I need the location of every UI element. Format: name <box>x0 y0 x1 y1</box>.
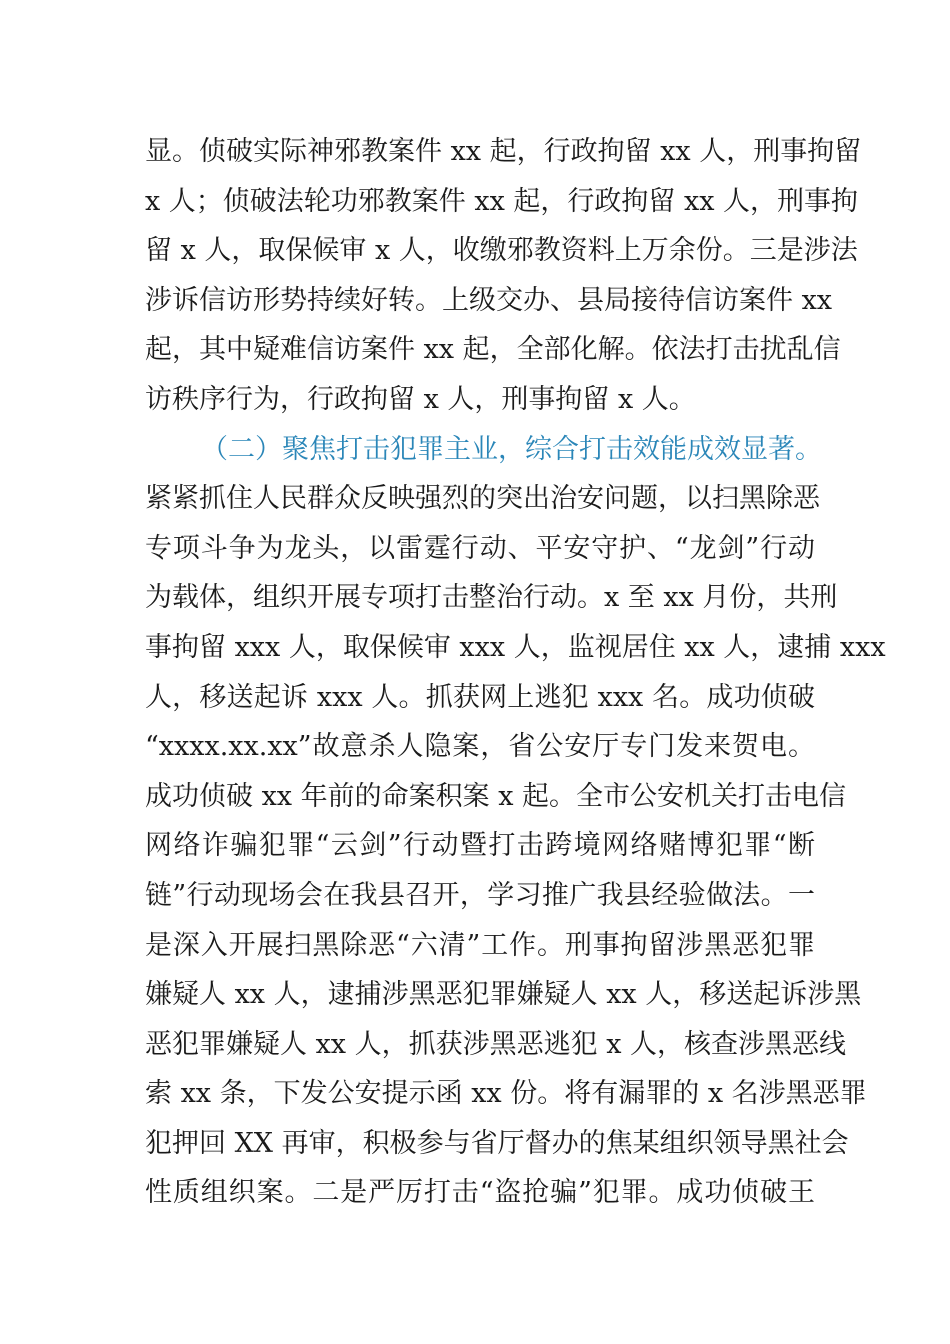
text-line: 访秩序行为，行政拘留 x 人，刑事拘留 x 人。 <box>145 383 696 415</box>
text-line: 链”行动现场会在我县召开，学习推广我县经验做法。一 <box>145 879 815 911</box>
text-line: 事拘留 xxx 人，取保候审 xxx 人，监视居住 xx 人，逮捕 xxx <box>145 631 886 663</box>
text-line: 起，其中疑难信访案件 xx 起，全部化解。依法打击扰乱信 <box>145 334 841 366</box>
text-line: x 人；侦破法轮功邪教案件 xx 起，行政拘留 xx 人，刑事拘 <box>145 185 859 217</box>
text-line: 专项斗争为龙头，以雷霆行动、平安守护、“龙剑”行动 <box>145 532 815 564</box>
section-heading: （二）聚焦打击犯罪主业，综合打击效能成效显著。 <box>201 433 822 465</box>
text-line: 涉诉信访形势持续好转。上级交办、县局接待信访案件 xx <box>145 284 833 316</box>
text-line: 人，移送起诉 xxx 人。抓获网上逃犯 xxx 名。成功侦破 <box>145 681 815 713</box>
text-line: 成功侦破 xx 年前的命案积案 x 起。全市公安机关打击电信 <box>145 780 847 812</box>
text-line: 性质组织案。二是严厉打击“盗抢骗”犯罪。成功侦破王 <box>145 1177 815 1209</box>
text-line: 索 xx 条，下发公安提示函 xx 份。将有漏罪的 x 名涉黑恶罪 <box>145 1078 867 1110</box>
text-line: 紧紧抓住人民群众反映强烈的突出治安问题，以扫黑除恶 <box>145 483 820 515</box>
text-line: 网络诈骗犯罪“云剑”行动暨打击跨境网络赌博犯罪“断 <box>145 830 815 862</box>
paragraph-1 <box>145 127 862 425</box>
text-line: 显。侦破实际神邪教案件 xx 起，行政拘留 xx 人，刑事拘留 <box>145 136 862 167</box>
paragraph-2 <box>145 474 886 1218</box>
text-line: 恶犯罪嫌疑人 xx 人，抓获涉黑恶逃犯 x 人，核查涉黑恶线 <box>145 1028 847 1060</box>
text-line: 为载体，组织开展专项打击整治行动。x 至 xx 月份，共刑 <box>145 582 838 614</box>
text-line: 嫌疑人 xx 人，逮捕涉黑恶犯罪嫌疑人 xx 人，移送起诉涉黑 <box>145 979 862 1011</box>
document-body <box>145 127 886 1218</box>
text-line: 留 x 人，取保候审 x 人，收缴邪教资料上万余份。三是涉法 <box>145 235 858 267</box>
text-line: 犯押回 XX 再审，积极参与省厅督办的焦某组织领导黑社会 <box>145 1127 849 1159</box>
text-line: 是深入开展扫黑除恶“六清”工作。刑事拘留涉黑恶犯罪 <box>145 929 815 961</box>
text-line: “xxxx.xx.xx”故意杀人隐案，省公安厅专门发来贺电。 <box>145 731 815 763</box>
